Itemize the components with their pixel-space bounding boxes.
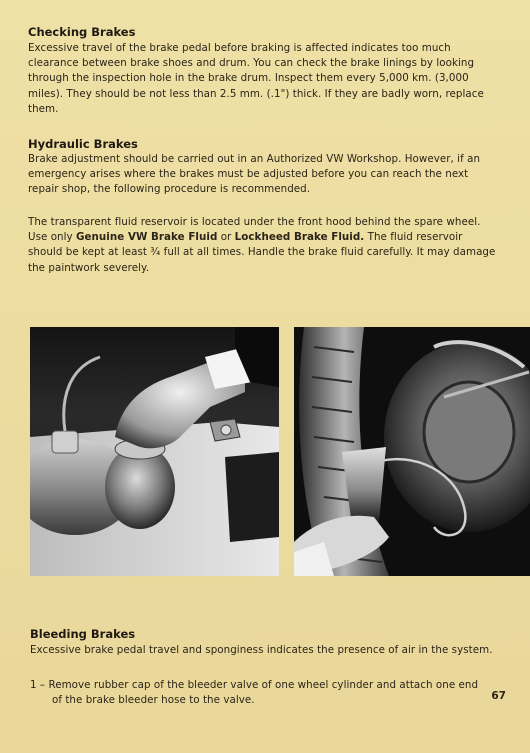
photo-bleeder-hose [294, 327, 530, 576]
fluid-brand-lockheed: Lockheed Brake Fluid. [234, 231, 365, 244]
reservoir-illustration [30, 327, 279, 576]
bleeding-step-1: 1 – Remove rubber cap of the bleeder valve of one wheel cylinder and attach one end of the brake bleeder hose to the valve. [30, 679, 479, 707]
fluid-text-d: The fluid reservoir should be kept at least ¾ full at all times. Handle the brake fluid carefully. It may damage the paintwork severely. [28, 231, 496, 274]
bleeding-brakes-text: Excessive brake pedal travel and sponginess indicates the presence of air in the system. [30, 644, 493, 656]
heading-hydraulic-brakes: Hydraulic Brakes [28, 137, 138, 151]
fluid-text-a: The transparent fluid reservoir is located under the front hood behind the spare wheel. Use only [28, 216, 481, 244]
hydraulic-brakes-text-1: Brake adjustment should be carried out in an Authorized VW Workshop. However, if an emergency arises where the brakes must be adjusted before you can reach the next repair shop, the following procedure is recommended. [28, 153, 481, 196]
checking-brakes-text: Excessive travel of the brake pedal before braking is affected indicates too much clearance between brake shoes and drum. You can check the brake linings by looking through the inspection hole in the brake drum. Inspect them every 5,000 km. (3,000 miles). They should be not less than 2.5 mm. (.1") thick. If they are badly worn, replace them. [28, 42, 484, 115]
fluid-brand-vw: Genuine VW Brake Fluid [76, 231, 218, 244]
page-number: 67 [491, 690, 506, 702]
heading-checking-brakes: Checking Brakes [28, 25, 136, 39]
bleeder-illustration [294, 327, 530, 576]
fluid-text-or: or [217, 231, 235, 244]
hydraulic-brakes-text-2 [28, 215, 498, 276]
photo-fluid-reservoir [30, 327, 279, 576]
heading-bleeding-brakes: Bleeding Brakes [30, 627, 136, 641]
